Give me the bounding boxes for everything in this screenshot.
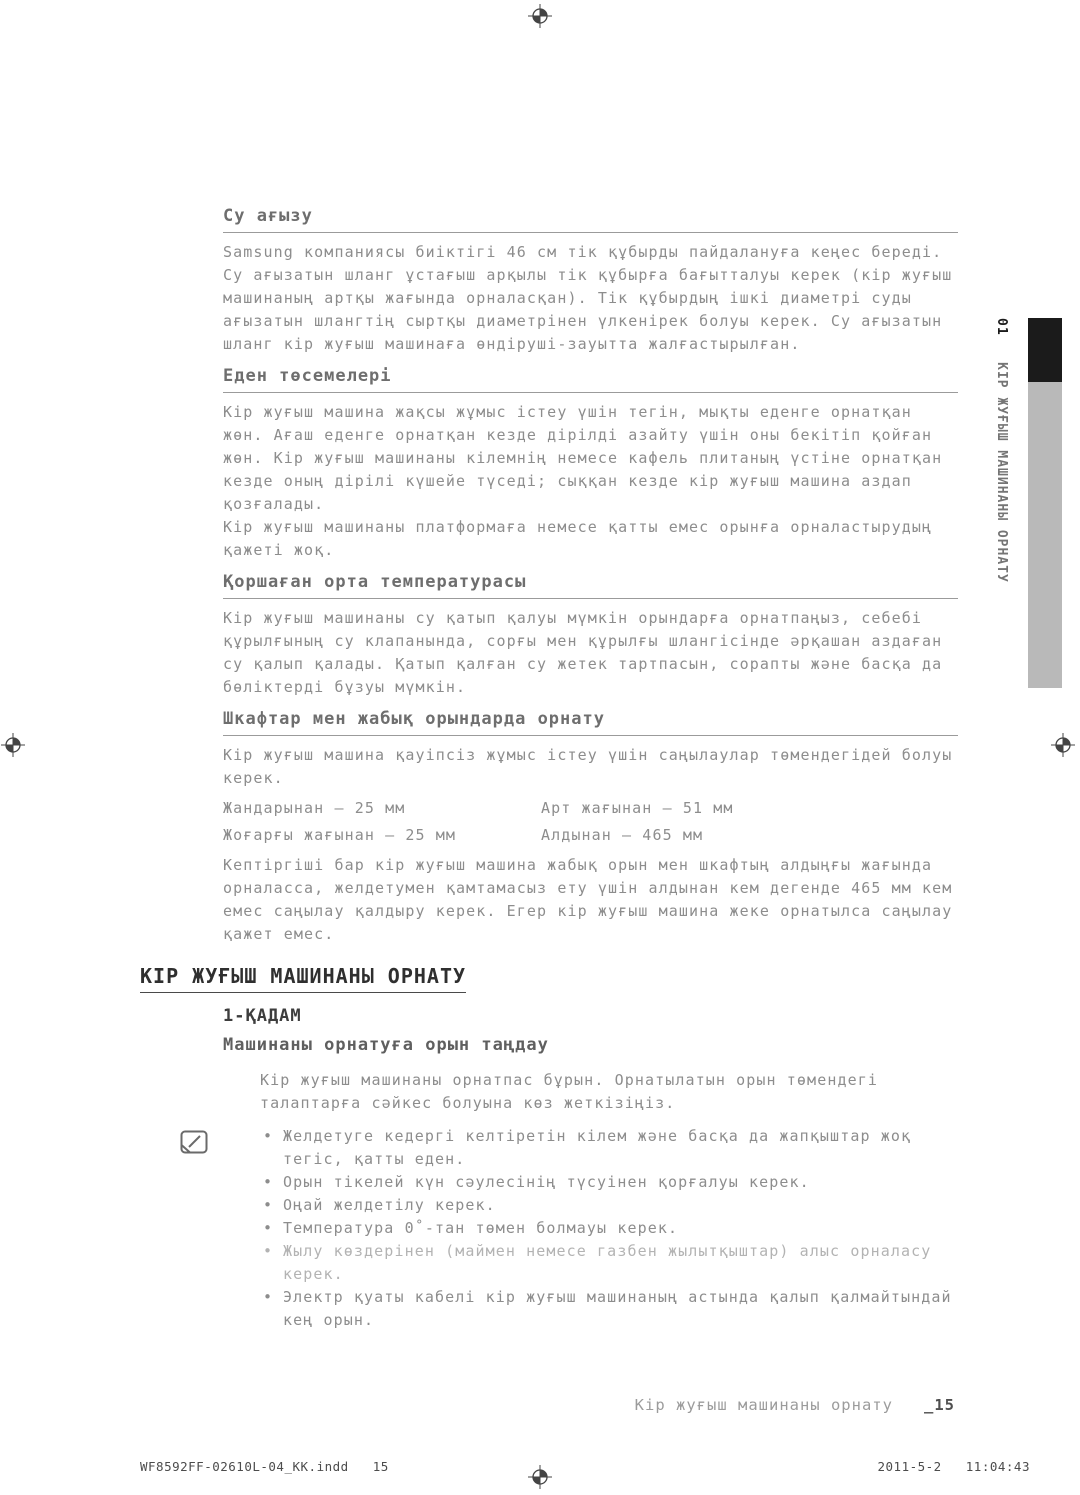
clearance-cell: Жоғарғы жағынан – 25 мм xyxy=(223,826,457,844)
section-paragraph: Кір жуғыш машинаны су қатып қалуы мүмкін орындарға орнатпаңыз, себебі құрылғының су клапанында, сорғы мен құрылғы шлангісінде әрқашан аздаған су қалып қалады. Қатып қалған су жетек тартпасын, сорапты және басқа да бөліктерді бұзуы мүмкін. xyxy=(223,609,943,696)
chapter-title: КІР ЖУҒЫШ МАШИНАНЫ ОРНАТУ xyxy=(994,362,1009,583)
bullet-text: Температура 0˚-тан төмен болмауы керек. xyxy=(283,1219,679,1237)
bullet-text: Оңай желдетілу керек. xyxy=(283,1196,496,1214)
section-paragraph: Samsung компаниясы биіктігі 46 см тік құбырды пайдалануға кеңес береді. Су ағызатын шланг ұстағыш арқылы тік құбырға бағытталуы керек (кір жуғыш машинаның артқы жағында орналасқан). Тік құбырдың ішкі диаметрі суды ағызатын шлангтің сыртқы диаметрінен үлкенірек болуы керек. Су ағызатын шланг кір жуғыш машинаға өндіруші-зауытта жалғастырылған. xyxy=(223,243,953,353)
section-heading: Су ағызу xyxy=(223,206,958,233)
page-footer xyxy=(635,1396,955,1414)
install-step xyxy=(223,1006,958,1055)
clearance-row xyxy=(223,795,958,822)
section-heading: Шкафтар мен жабық орындарда орнату xyxy=(223,709,958,736)
list-item xyxy=(263,1286,963,1332)
bullet-icon xyxy=(263,1217,283,1240)
print-datetime: 2011-5-2 11:04:43 xyxy=(877,1459,1030,1474)
list-item xyxy=(263,1217,963,1240)
registration-mark-icon xyxy=(528,4,552,28)
list-item xyxy=(263,1125,963,1171)
bullet-icon xyxy=(263,1171,283,1194)
chapter-tab-text xyxy=(994,318,1009,658)
footer-spacer xyxy=(903,1396,913,1414)
section-paragraph: Кептіргіші бар кір жуғыш машина жабық орын мен шкафтың алдыңғы жағында орналасса, желдетумен қамтамасыз ету үшін алдынан кем дегенде 465 мм кем емес саңылау қалдыру керек. Егер кір жуғыш машина жеке орнатылса саңылау қажет емес. xyxy=(223,856,953,943)
section-paragraph: Кір жуғыш машина жақсы жұмыс істеу үшін тегін, мықты еденге орнатқан жөн. Ағаш еденге орнатқан кезде дірілді азайту үшін оны бекітіп қойған жөн. Кір жуғыш машинаны кілемнің немесе кафель плитаның үстіне орнатқан кезде оның дірілі күшейе түседі; сыққан кезде кір жуғыш машина аздап қозғалады. xyxy=(223,403,943,513)
chapter-tab-gray xyxy=(1028,382,1062,688)
list-item xyxy=(263,1240,963,1286)
section-cabinet xyxy=(223,709,958,946)
chapter-tab-black xyxy=(1028,318,1062,382)
step-title: Машинаны орнатуға орын таңдау xyxy=(223,1035,549,1055)
chapter-tab-spacer xyxy=(994,344,1009,353)
step-label: 1-ҚАДАМ xyxy=(223,1006,302,1026)
print-filename: WF8592FF-02610L-04_KK.indd 15 xyxy=(140,1459,389,1474)
page-number: _15 xyxy=(924,1396,955,1414)
chapter-number: 01 xyxy=(994,318,1009,336)
clearance-cell: Арт жағынан – 51 мм xyxy=(541,799,734,817)
clearance-cell: Жандарынан – 25 мм xyxy=(223,799,406,817)
section-heading: Қоршаған орта температурасы xyxy=(223,572,958,599)
bullet-text: Жылу көздерінен (маймен немесе газбен жылытқыштар) алыс орналасу керек. xyxy=(283,1242,932,1283)
bullet-icon xyxy=(263,1286,283,1332)
install-intro: Кір жуғыш машинаны орнатпас бұрын. Орнатылатын орын төмендегі талаптарға сәйкес болуына көз жеткізіңіз. xyxy=(260,1071,878,1112)
section-drain xyxy=(223,206,958,356)
section-floor xyxy=(223,366,958,562)
section-paragraph: Кір жуғыш машинаны платформаға немесе қатты емес орынға орналастырудың қажеті жоқ. xyxy=(223,518,933,559)
bullet-icon xyxy=(263,1194,283,1217)
bullet-text: Электр қуаты кабелі кір жуғыш машинаның астында қалып қалмайтындай кең орын. xyxy=(283,1288,952,1329)
registration-mark-icon xyxy=(1051,733,1075,757)
page-content xyxy=(140,206,958,1332)
clearance-row xyxy=(223,822,958,849)
section-paragraph: Кір жуғыш машина қауіпсіз жұмыс істеу үшін саңылаулар төмендегідей болуы керек. xyxy=(223,746,953,787)
note-icon xyxy=(179,1129,209,1155)
bullet-text: Желдетуге кедергі келтіретін кілем және басқа да жапқыштар жоқ тегіс, қатты еден. xyxy=(283,1127,912,1168)
section-heading: Еден төсемелері xyxy=(223,366,958,393)
clearance-cell: Алдынан – 465 мм xyxy=(541,826,704,844)
install-bullet-list xyxy=(263,1125,963,1332)
section-temperature xyxy=(223,572,958,699)
list-item xyxy=(263,1171,963,1194)
print-slug xyxy=(140,1459,1030,1474)
install-section-title: КІР ЖУҒЫШ МАШИНАНЫ ОРНАТУ xyxy=(140,964,958,988)
bullet-text: Орын тікелей күн сәулесінің түсуінен қорғалуы керек. xyxy=(283,1173,810,1191)
bullet-icon xyxy=(263,1240,283,1286)
bullet-icon xyxy=(263,1125,283,1171)
footer-label: Кір жуғыш машинаны орнату xyxy=(634,1396,893,1414)
list-item xyxy=(263,1194,963,1217)
clearance-table xyxy=(223,795,958,849)
registration-mark-icon xyxy=(1,733,25,757)
